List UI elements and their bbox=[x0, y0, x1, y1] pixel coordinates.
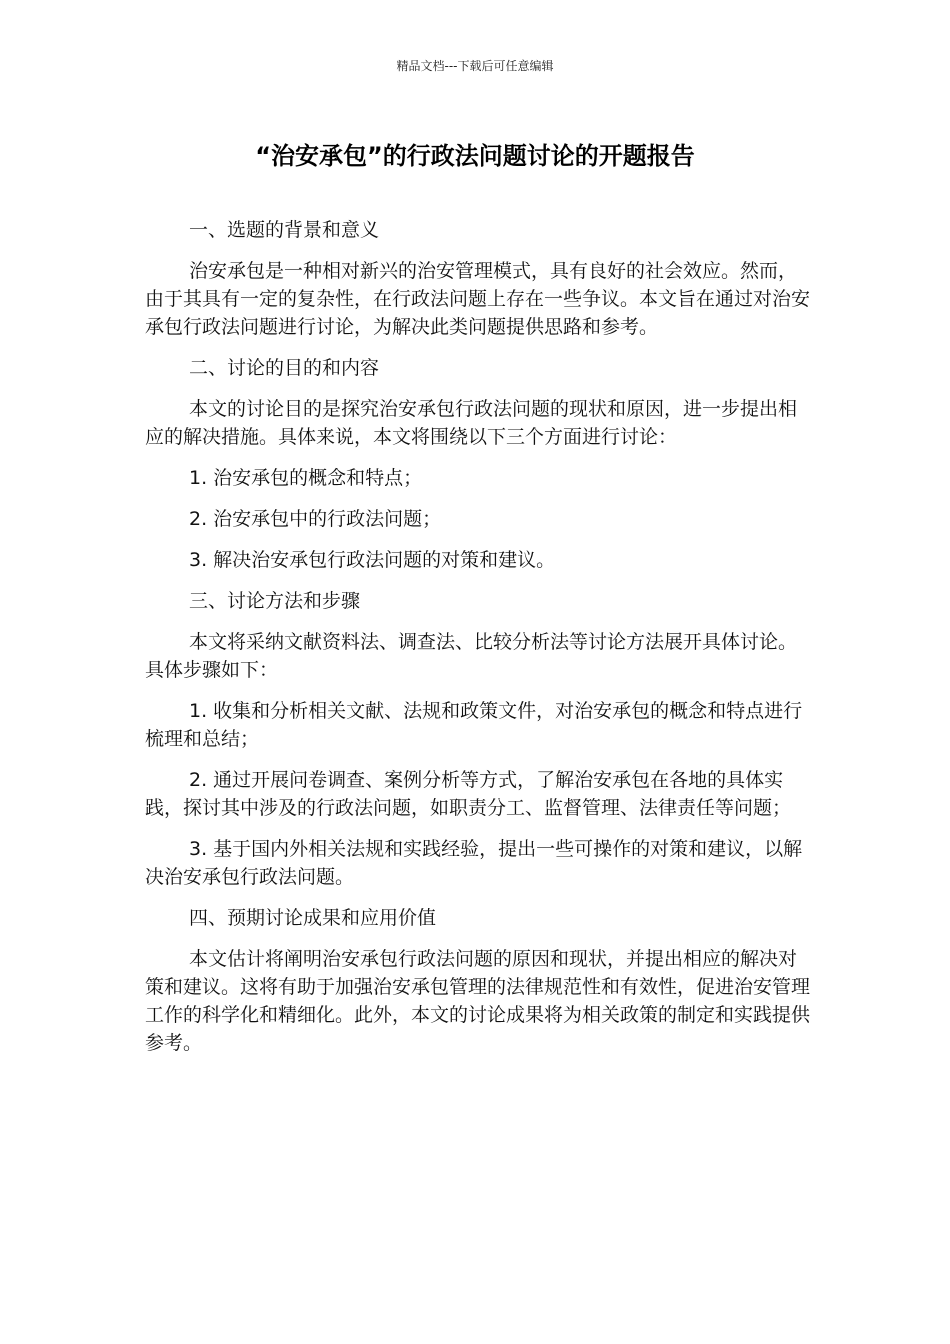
section-heading-2: 二、讨论的目的和内容 bbox=[189, 357, 380, 379]
list-item: 1. 治安承包的概念和特点； bbox=[189, 467, 423, 489]
list-item: 2. 治安承包中的行政法问题； bbox=[189, 508, 442, 530]
body-paragraph: 本文估计将阐明治安承包行政法问题的原因和现状，并提出相应的解决对策和建议。这将有助于加强治安承包管理的法律规范性和有效性，促进治安管理工作的科学化和精细化。此外，本文的讨论成果将为相关政策的制定和实践提供参考。 bbox=[145, 948, 811, 1054]
section-heading-3: 三、讨论方法和步骤 bbox=[189, 590, 361, 612]
list-item: 3. 解决治安承包行政法问题的对策和建议。 bbox=[189, 549, 556, 571]
document-body bbox=[145, 216, 810, 1070]
page-header: 精品文档---下载后可任意编辑 bbox=[396, 59, 554, 73]
body-paragraph: 治安承包是一种相对新兴的治安管理模式，具有良好的社会效应。然而，由于其具有一定的复杂性，在行政法问题上存在一些争议。本文旨在通过对治安承包行政法问题进行讨论，为解决此类问题提供思路和参考。 bbox=[145, 260, 811, 338]
list-item: 1. 收集和分析相关文献、法规和政策文件，对治安承包的概念和特点进行梳理和总结； bbox=[145, 700, 803, 750]
body-paragraph: 本文将采纳文献资料法、调查法、比较分析法等讨论方法展开具体讨论。具体步骤如下： bbox=[145, 631, 798, 681]
section-heading-1: 一、选题的背景和意义 bbox=[189, 219, 380, 241]
list-item: 2. 通过开展问卷调查、案例分析等方式，了解治安承包在各地的具体实践，探讨其中涉及的行政法问题，如职责分工、监督管理、法律责任等问题； bbox=[145, 769, 792, 819]
section-heading-4: 四、预期讨论成果和应用价值 bbox=[189, 907, 437, 929]
body-paragraph: 本文的讨论目的是探究治安承包行政法问题的现状和原因，进一步提出相应的解决措施。具体来说，本文将围绕以下三个方面进行讨论： bbox=[145, 398, 798, 448]
document-title: “治安承包”的行政法问题讨论的开题报告 bbox=[255, 142, 695, 170]
list-item: 3. 基于国内外相关法规和实践经验，提出一些可操作的对策和建议，以解决治安承包行政法问题。 bbox=[145, 838, 803, 888]
